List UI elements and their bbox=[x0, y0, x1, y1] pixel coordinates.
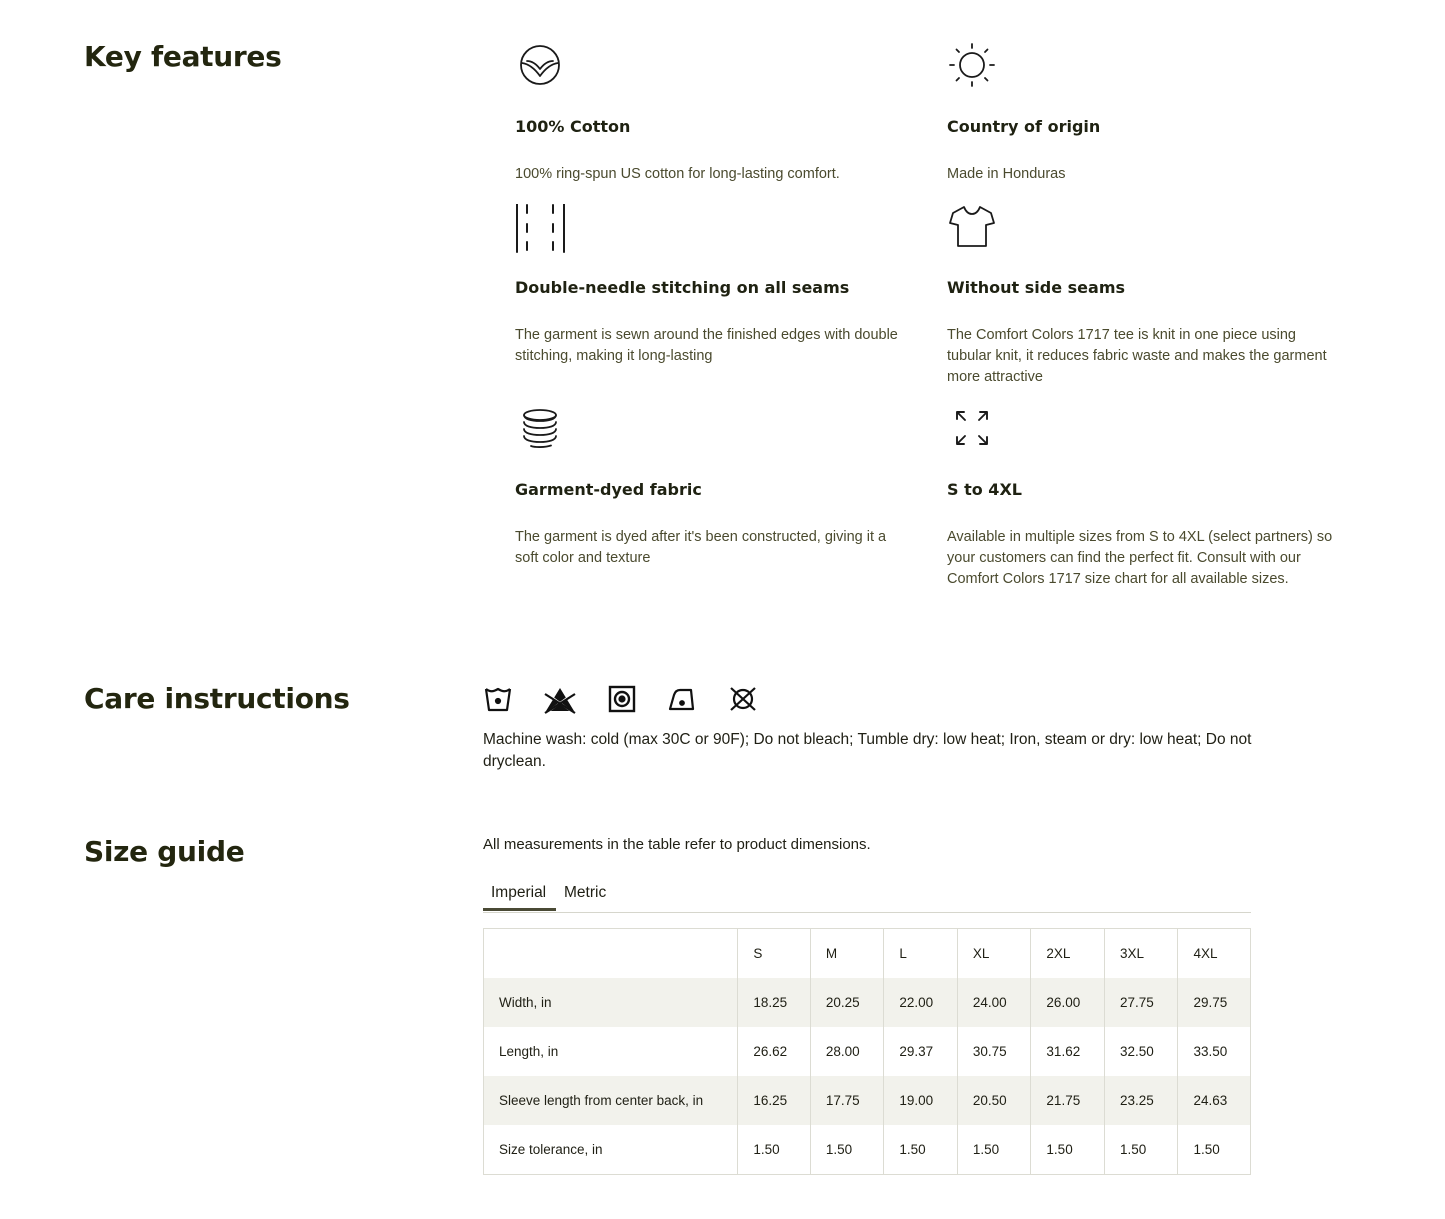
expand-arrows-icon bbox=[947, 406, 1347, 456]
table-cell: 20.50 bbox=[957, 1076, 1031, 1125]
column-header: M bbox=[810, 929, 884, 979]
table-cell: 18.25 bbox=[738, 978, 811, 1027]
feature-title: Country of origin bbox=[947, 117, 1101, 136]
sun-icon bbox=[947, 43, 1347, 93]
table-cell: 30.75 bbox=[957, 1027, 1031, 1076]
column-header: XL bbox=[957, 929, 1031, 979]
care-instructions-text: Machine wash: cold (max 30C or 90F); Do not bleach; Tumble dry: low heat; Iron, steam or dry: low heat; Do not dryclean. bbox=[483, 731, 1252, 770]
table-row bbox=[484, 1125, 1251, 1175]
table-cell: 24.63 bbox=[1178, 1076, 1251, 1125]
table-cell: 1.50 bbox=[1104, 1125, 1178, 1175]
column-header: 4XL bbox=[1178, 929, 1251, 979]
feature-title: Garment-dyed fabric bbox=[515, 480, 702, 499]
stitching-icon bbox=[515, 204, 915, 254]
care-instructions-title: Care instructions bbox=[84, 682, 350, 715]
feature-description: The Comfort Colors 1717 tee is knit in one piece using tubular knit, it reduces fabric waste and makes the garment more attractive bbox=[947, 327, 1327, 385]
table-row bbox=[484, 1027, 1251, 1076]
feature-description: The garment is dyed after it's been constructed, giving it a soft color and texture bbox=[515, 529, 887, 566]
table-row bbox=[484, 1076, 1251, 1125]
table-cell: 16.25 bbox=[738, 1076, 811, 1125]
table-cell: 33.50 bbox=[1178, 1027, 1251, 1076]
table-cell: 27.75 bbox=[1104, 978, 1178, 1027]
feature-description: Available in multiple sizes from S to 4XL (select partners) so your customers can find the perfect fit. Consult with our Comfort Colors 1717 size chart for all available sizes. bbox=[947, 529, 1333, 587]
cotton-icon bbox=[515, 43, 915, 93]
table-cell: 32.50 bbox=[1104, 1027, 1178, 1076]
feature-description: The garment is sewn around the finished edges with double stitching, making it long-lasting bbox=[515, 327, 898, 364]
table-row bbox=[484, 978, 1251, 1027]
table-cell: 17.75 bbox=[810, 1076, 884, 1125]
table-cell: 26.00 bbox=[1031, 978, 1105, 1027]
table-cell: 19.00 bbox=[884, 1076, 958, 1125]
table-cell: 20.25 bbox=[810, 978, 884, 1027]
table-cell: 1.50 bbox=[738, 1125, 811, 1175]
row-label: Width, in bbox=[499, 995, 552, 1010]
table-cell: 1.50 bbox=[1178, 1125, 1251, 1175]
iron-low-icon bbox=[667, 684, 697, 714]
feature-garment-dyed-fabric bbox=[515, 406, 915, 576]
feature-title: 100% Cotton bbox=[515, 117, 631, 136]
row-label: Sleeve length from center back, in bbox=[499, 1093, 704, 1108]
table-cell: 26.62 bbox=[738, 1027, 811, 1076]
table-cell: 1.50 bbox=[884, 1125, 958, 1175]
row-label: Length, in bbox=[499, 1044, 559, 1059]
column-header: 2XL bbox=[1031, 929, 1105, 979]
table-cell: 21.75 bbox=[1031, 1076, 1105, 1125]
column-header: S bbox=[738, 929, 811, 979]
feature-title: Without side seams bbox=[947, 278, 1126, 297]
table-cell: 31.62 bbox=[1031, 1027, 1105, 1076]
tab-metric[interactable]: Metric bbox=[564, 884, 607, 901]
table-cell: 29.75 bbox=[1178, 978, 1251, 1027]
table-cell: 29.37 bbox=[884, 1027, 958, 1076]
size-table bbox=[483, 928, 1251, 1175]
table-cell: 23.25 bbox=[1104, 1076, 1178, 1125]
feature-title: S to 4XL bbox=[947, 480, 1022, 499]
fabric-stack-icon bbox=[515, 406, 915, 456]
do-not-dryclean-icon bbox=[727, 684, 757, 714]
key-features-title: Key features bbox=[84, 40, 282, 73]
row-label: Size tolerance, in bbox=[499, 1142, 603, 1157]
table-cell: 24.00 bbox=[957, 978, 1031, 1027]
unit-tabs bbox=[483, 880, 1251, 913]
table-header-row bbox=[484, 929, 1251, 979]
feature-title: Double-needle stitching on all seams bbox=[515, 278, 850, 297]
feature-description: 100% ring-spun US cotton for long-lasting comfort. bbox=[515, 166, 840, 182]
tshirt-icon bbox=[947, 204, 1347, 254]
feature-country-of-origin bbox=[947, 43, 1347, 193]
table-cell: 1.50 bbox=[810, 1125, 884, 1175]
table-cell: 1.50 bbox=[957, 1125, 1031, 1175]
machine-wash-cold-icon bbox=[483, 684, 513, 714]
feature-s-to-4xl bbox=[947, 406, 1347, 596]
column-header: L bbox=[884, 929, 958, 979]
feature-description: Made in Honduras bbox=[947, 166, 1066, 182]
column-header: 3XL bbox=[1104, 929, 1178, 979]
do-not-bleach-icon bbox=[543, 684, 573, 714]
column-header bbox=[484, 929, 738, 979]
size-guide-note: All measurements in the table refer to product dimensions. bbox=[483, 836, 871, 853]
table-cell: 28.00 bbox=[810, 1027, 884, 1076]
tumble-dry-low-icon bbox=[607, 684, 637, 714]
table-cell: 22.00 bbox=[884, 978, 958, 1027]
size-guide-title: Size guide bbox=[84, 835, 245, 868]
tab-imperial[interactable]: Imperial bbox=[483, 880, 556, 911]
feature-without-side-seams bbox=[947, 204, 1347, 394]
table-cell: 1.50 bbox=[1031, 1125, 1105, 1175]
feature-cotton bbox=[515, 43, 915, 193]
feature-double-needle-stitching bbox=[515, 204, 915, 374]
